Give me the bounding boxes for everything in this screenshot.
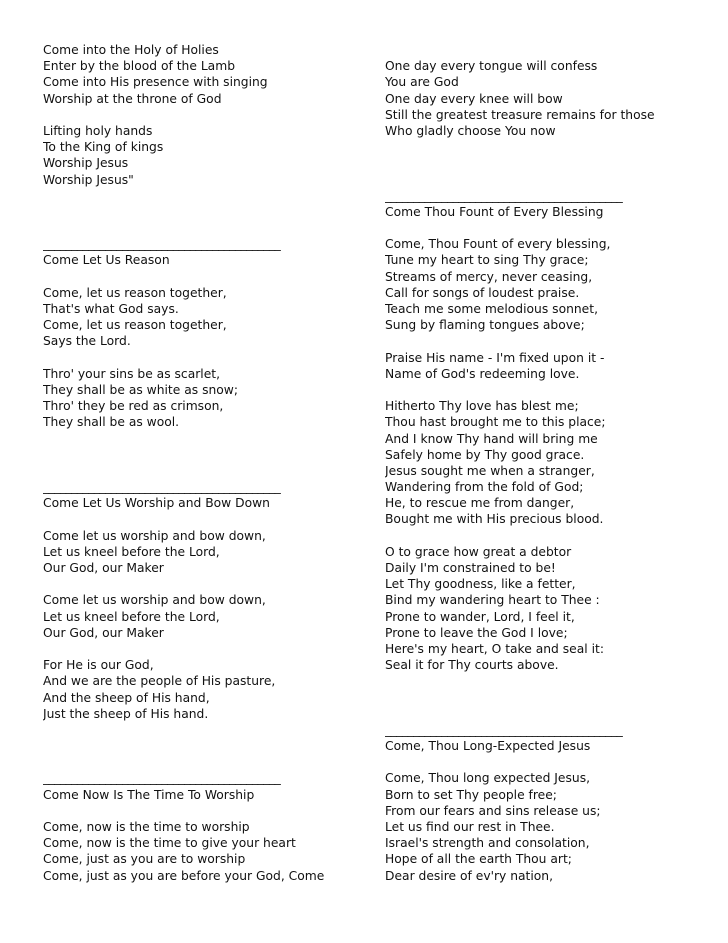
lyric-line: Come into the Holy of Holies	[43, 43, 219, 57]
blank-line	[385, 673, 685, 689]
lyric-line: Prone to leave the God I love;	[385, 625, 568, 640]
lyric-line: Name of God's redeeming love.	[385, 366, 580, 381]
lyric-line: Come, just as you are before your God, Come	[43, 868, 325, 883]
lyric-line: Come, Thou long expected Jesus,	[385, 771, 591, 786]
blank-line	[385, 333, 685, 349]
lyric-line: Call for songs of loudest praise.	[385, 285, 580, 300]
blank-line	[385, 42, 685, 58]
lyric-line: Come, let us reason together,	[43, 285, 227, 300]
lyric-line: Come, now is the time to worship	[43, 820, 250, 834]
lyric-line: They shall be as wool.	[43, 415, 180, 430]
left-column	[43, 42, 353, 884]
lyric-line: One day every tongue will confess	[385, 59, 598, 74]
section-divider: __________________________________________	[43, 480, 281, 495]
blank-line	[385, 155, 685, 171]
lyric-line: Israel's strength and consolation,	[385, 836, 590, 851]
lyric-line: Daily I'm constrained to be!	[385, 561, 556, 575]
lyric-line: Let Thy goodness, like a fetter,	[385, 577, 576, 592]
section-divider: __________________________________________	[43, 771, 281, 786]
lyric-line: Tune my heart to sing Thy grace;	[385, 253, 589, 268]
lyric-line: For He is our God,	[43, 658, 154, 673]
lyric-line: Enter by the blood of the Lamb	[43, 59, 236, 74]
blank-line	[385, 528, 685, 544]
blank-line	[385, 754, 685, 770]
lyric-line: You are God	[385, 75, 459, 90]
blank-line	[385, 382, 685, 398]
lyric-line: They shall be as white as snow;	[43, 382, 239, 397]
lyric-line: Worship Jesus	[43, 156, 129, 171]
lyric-line: Lifting holy hands	[43, 123, 153, 138]
section-divider: __________________________________________	[385, 722, 623, 737]
blank-line	[43, 803, 353, 819]
blank-line	[43, 641, 353, 657]
lyric-line: Still the greatest treasure remains for those	[385, 107, 655, 122]
blank-line	[43, 447, 353, 463]
lyric-line: Sung by flaming tongues above;	[385, 318, 585, 333]
blank-line	[43, 463, 353, 479]
lyric-line: Wandering from the fold of God;	[385, 480, 584, 495]
blank-line	[385, 220, 685, 236]
lyric-line: Bought me with His precious blood.	[385, 512, 604, 527]
lyric-line: Thro' your sins be as scarlet,	[43, 366, 220, 381]
blank-line	[43, 511, 353, 527]
lyric-line: Jesus sought me when a stranger,	[385, 463, 595, 478]
lyric-line: And the sheep of His hand,	[43, 690, 210, 705]
lyric-line: Dear desire of ev'ry nation,	[385, 868, 554, 883]
section-divider: __________________________________________	[385, 188, 623, 203]
lyric-line: Come let us worship and bow down,	[43, 593, 266, 608]
blank-line	[43, 738, 353, 754]
lyric-line: And we are the people of His pasture,	[43, 674, 276, 689]
lyric-line: Come, Thou Long-Expected Jesus	[385, 739, 591, 754]
lyric-line: That's what God says.	[43, 302, 179, 316]
lyric-line: Just the sheep of His hand.	[43, 706, 209, 721]
section-divider: __________________________________________	[43, 237, 281, 252]
lyric-line: Hope of all the earth Thou art;	[385, 852, 572, 867]
blank-line	[43, 107, 353, 123]
lyric-line: Bind my wandering heart to Thee :	[385, 593, 600, 608]
blank-line	[43, 204, 353, 220]
lyric-line: Thou hast brought me to this place;	[385, 415, 606, 430]
lyric-line: To the King of kings	[43, 140, 164, 155]
lyric-line: Thro' they be red as crimson,	[43, 399, 224, 414]
lyric-line: Who gladly choose You now	[385, 123, 556, 138]
lyric-line: Let us find our rest in Thee.	[385, 820, 555, 834]
blank-line	[385, 690, 685, 706]
lyric-line: Come Now Is The Time To Worship	[43, 787, 255, 802]
lyric-line: Come Thou Fount of Every Blessing	[385, 204, 604, 219]
lyric-line: Come Let Us Reason	[43, 253, 170, 268]
lyric-line: Says the Lord.	[43, 334, 131, 349]
lyric-line: Let us kneel before the Lord,	[43, 544, 220, 559]
lyric-line: Our God, our Maker	[43, 561, 164, 575]
lyric-line: Come let us worship and bow down,	[43, 528, 266, 543]
lyric-line: Praise His name - I'm fixed upon it -	[385, 350, 605, 365]
blank-line	[43, 269, 353, 285]
lyric-line: Here's my heart, O take and seal it:	[385, 641, 604, 656]
blank-line	[43, 722, 353, 738]
blank-line	[385, 172, 685, 188]
lyric-line: Come, let us reason together,	[43, 318, 227, 333]
lyric-line: Come, now is the time to give your heart	[43, 836, 296, 851]
lyric-line: One day every knee will bow	[385, 91, 563, 106]
lyric-line: Teach me some melodious sonnet,	[385, 302, 598, 316]
lyric-line: Come, Thou Fount of every blessing,	[385, 237, 611, 252]
lyric-line: Streams of mercy, never ceasing,	[385, 269, 593, 284]
lyric-line: Hitherto Thy love has blest me;	[385, 399, 579, 414]
blank-line	[43, 431, 353, 447]
lyric-line: Our God, our Maker	[43, 625, 164, 640]
blank-line	[385, 706, 685, 722]
blank-line	[385, 139, 685, 155]
blank-line	[43, 576, 353, 592]
lyric-line: He, to rescue me from danger,	[385, 496, 575, 511]
lyric-line: O to grace how great a debtor	[385, 544, 572, 559]
blank-line	[43, 754, 353, 770]
lyric-line: Let us kneel before the Lord,	[43, 609, 220, 624]
blank-line	[43, 220, 353, 236]
lyric-line: Seal it for Thy courts above.	[385, 658, 559, 673]
lyric-line: Come, just as you are to worship	[43, 852, 246, 867]
lyric-line: Come Let Us Worship and Bow Down	[43, 496, 270, 511]
blank-line	[43, 350, 353, 366]
lyric-line: Come into His presence with singing	[43, 75, 268, 90]
lyric-line: Prone to wander, Lord, I feel it,	[385, 609, 575, 624]
lyric-line: Safely home by Thy good grace.	[385, 447, 585, 462]
lyric-line: Born to set Thy people free;	[385, 787, 557, 802]
right-column	[385, 42, 685, 884]
blank-line	[43, 188, 353, 204]
lyric-line: Worship at the throne of God	[43, 91, 222, 106]
lyric-line: From our fears and sins release us;	[385, 803, 601, 818]
lyric-line: Worship Jesus"	[43, 172, 134, 187]
lyric-line: And I know Thy hand will bring me	[385, 431, 598, 446]
